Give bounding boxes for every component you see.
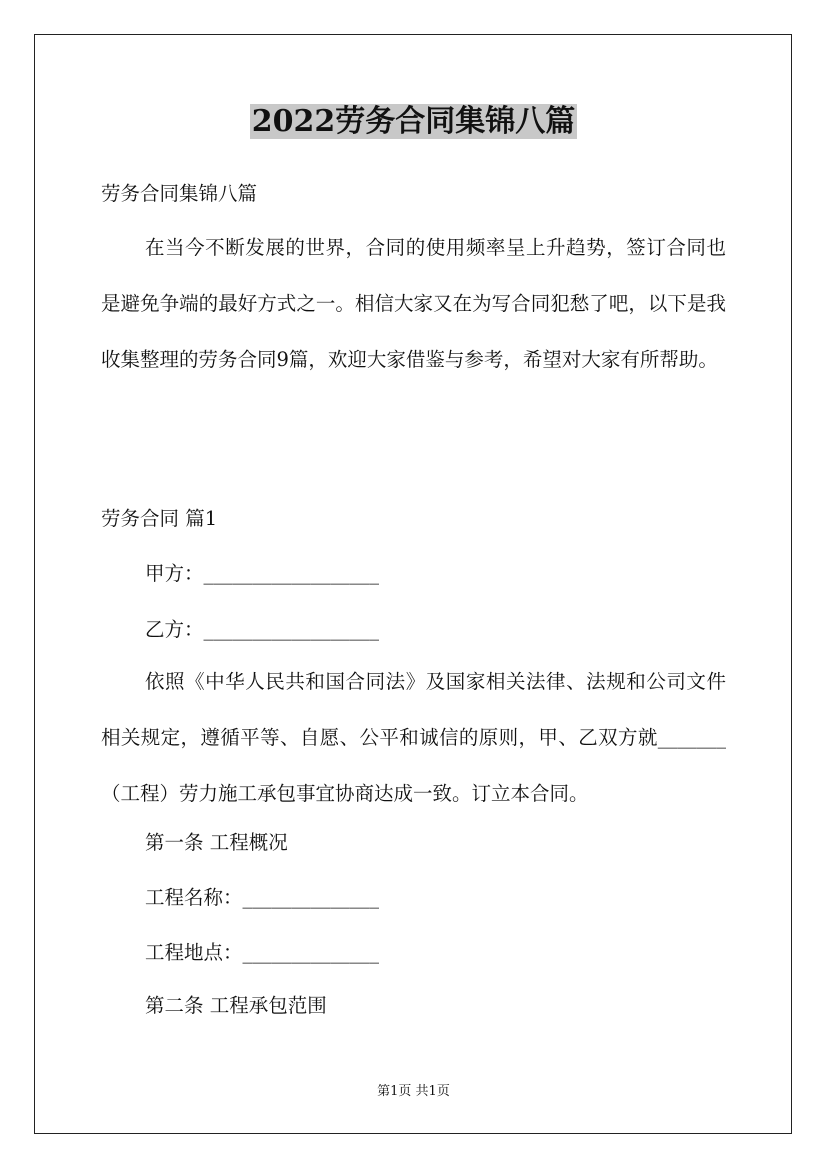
project-name-field: 工程名称：______________ (145, 886, 380, 909)
party-b-field: 乙方：__________________ (145, 618, 380, 641)
article-2-heading: 第二条 工程承包范围 (145, 994, 327, 1017)
page-footer: 第1页 共1页 (377, 1084, 450, 1099)
article-1-heading: 第一条 工程概况 (145, 831, 288, 854)
document-title-text: 2022劳务合同集锦八篇 (251, 104, 576, 139)
party-a-field: 甲方：__________________ (145, 562, 380, 585)
clause-intro-paragraph: 依照《中华人民共和国合同法》及国家相关法律、法规和公司文件相关规定，遵循平等、自愿、公平和诚信的原则，甲、乙双方就_______（工程）劳力施工承包事宜协商达成一致。订立本合同。 (101, 670, 726, 805)
document-subtitle: 劳务合同集锦八篇 (101, 182, 258, 205)
project-site-field: 工程地点：______________ (145, 941, 380, 964)
document-title (0, 102, 827, 142)
intro-paragraph: 在当今不断发展的世界，合同的使用频率呈上升趋势，签订合同也是避免争端的最好方式之一。相信大家又在为写合同犯愁了吧，以下是我收集整理的劳务合同9篇，欢迎大家借鉴与参考，希望对大家有所帮助。 (101, 236, 726, 371)
section-heading: 劳务合同 篇1 (101, 507, 218, 530)
